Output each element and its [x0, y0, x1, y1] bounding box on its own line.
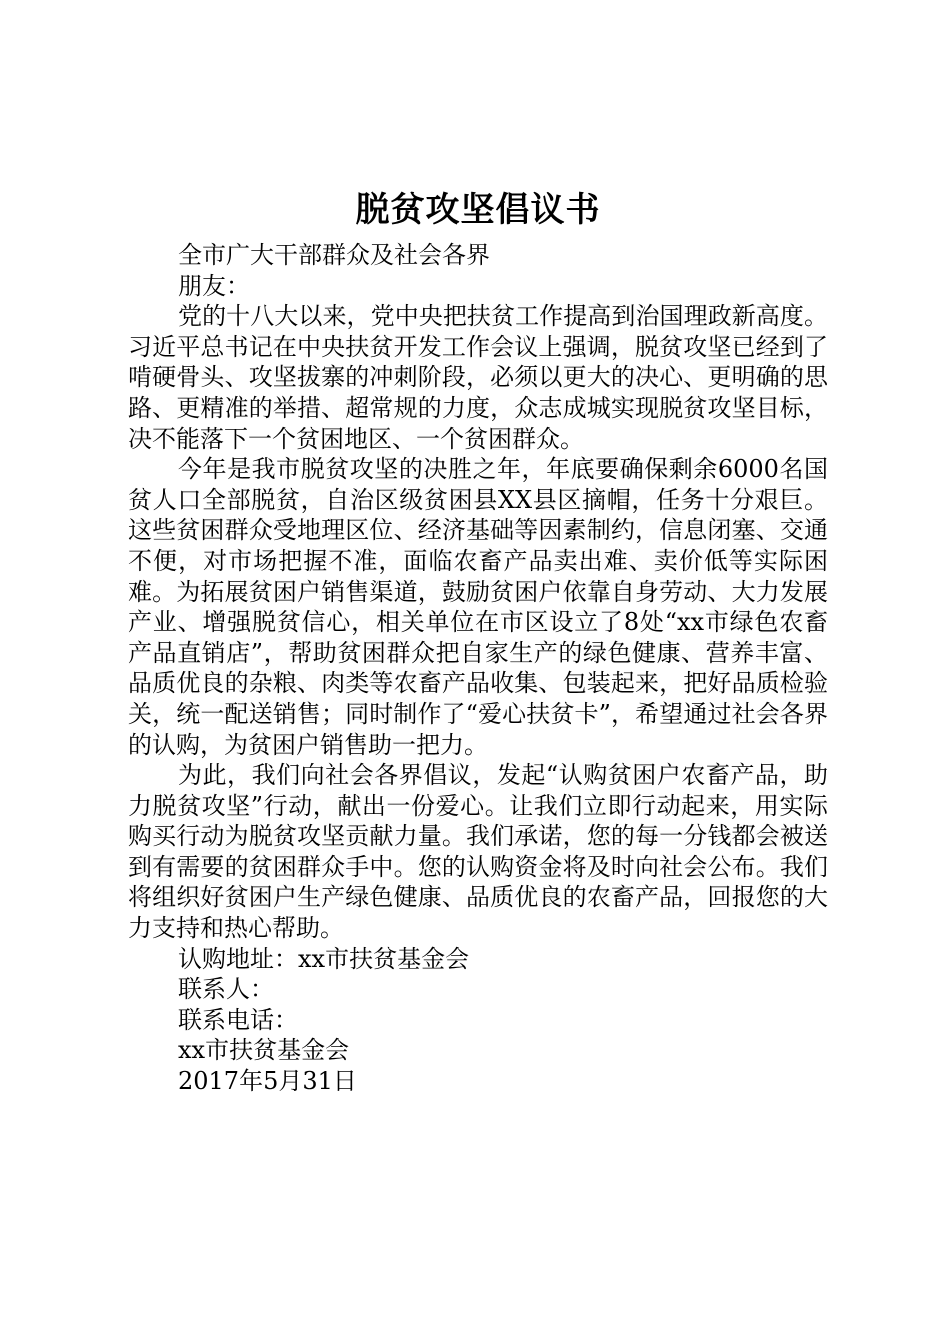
salutation-line-2: 朋友： — [178, 271, 250, 300]
body-paragraph-3: 为此，我们向社会各界倡议，发起“认购贫困户农畜产品，助力脱贫攻坚”行动，献出一份爱心。让我们立即行动起来，用实际购买行动为脱贫攻坚贡献力量。我们承诺，您的每一分钱都会被送到有需要的贫困群众手中。您的认购资金将及时向社会公布。我们将组织好贫困户生产绿色健康、品质优良的农畜产品，回报您的大力支持和热心帮助。 — [128, 761, 828, 943]
purchase-address: 认购地址：xx市扶贫基金会 — [178, 944, 470, 973]
salutation-line-1: 全市广大干部群众及社会各界 — [178, 241, 490, 269]
contact-phone: 联系电话： — [178, 1005, 298, 1034]
body-paragraph-2: 今年是我市脱贫攻坚的决胜之年，年底要确保剩余6000名国贫人口全部脱贫，自治区级贫困县XX县区摘帽，任务十分艰巨。这些贫困群众受地理区位、经济基础等因素制约，信息闭塞、交通不便，对市场把握不准，面临农畜产品卖出难、卖价低等实际困难。为拓展贫困户销售渠道，鼓励贫困户依靠自身劳动、大力发展产业、增强脱贫信心，相关单位在市区设立了8处“xx市绿色农畜产品直销店”，帮助贫困群众把自家生产的绿色健康、营养丰富、品质优良的杂粮、肉类等农畜产品收集、包装起来，把好品质检验关，统一配送销售；同时制作了“爱心扶贫卡”，希望通过社会各界的认购，为贫困户销售助一把力。 — [128, 455, 828, 759]
signature-date: 2017年5月31日 — [178, 1067, 357, 1096]
document-page — [128, 180, 828, 1097]
document-title: 脱贫攻坚倡议书 — [355, 190, 601, 230]
contact-person: 联系人： — [178, 975, 274, 1004]
body-paragraph-1: 党的十八大以来，党中央把扶贫工作提高到治国理政新高度。习近平总书记在中央扶贫开发工作会议上强调，脱贫攻坚已经到了啃硬骨头、攻坚拔寨的冲刺阶段，必须以更大的决心、更明确的思路、更精准的举措、超常规的力度，众志成城实现脱贫攻坚目标，决不能落下一个贫困地区、一个贫困群众。 — [128, 302, 828, 453]
signature-organization: xx市扶贫基金会 — [178, 1036, 350, 1065]
